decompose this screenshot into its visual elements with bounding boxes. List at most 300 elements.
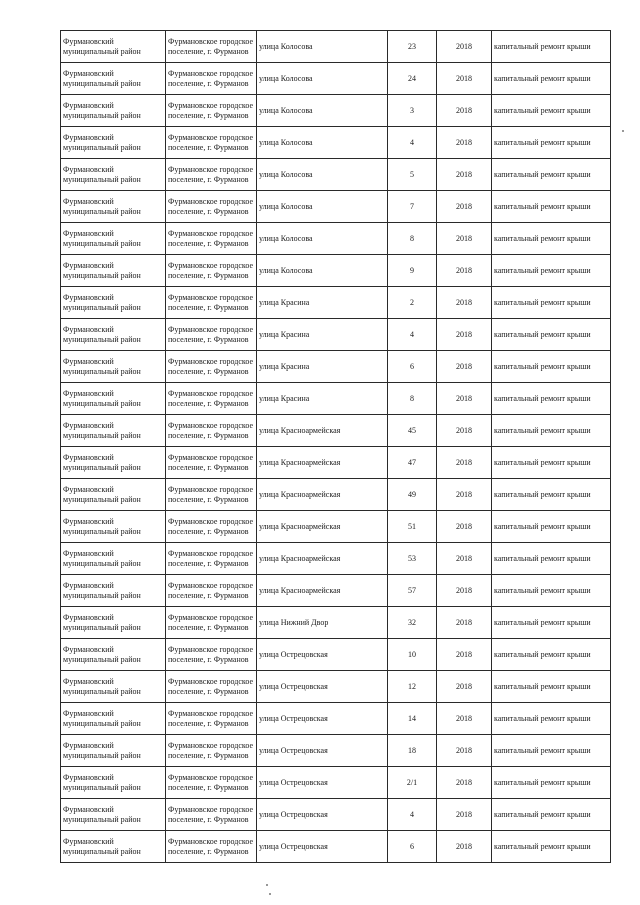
municipality-cell: [61, 671, 166, 703]
settlement-cell-text: Фурмановское городское поселение, г. Фурманов: [168, 452, 254, 472]
street-cell-text: улица Красина: [259, 361, 310, 371]
municipality-cell: [61, 479, 166, 511]
repair-registry-table: [60, 30, 611, 863]
settlement-cell: [166, 607, 257, 639]
year-cell: [437, 575, 492, 607]
settlement-cell-text: Фурмановское городское поселение, г. Фурманов: [168, 132, 254, 152]
year-cell: [437, 799, 492, 831]
work-type-cell-text: капитальный ремонт крыши: [494, 745, 591, 755]
municipality-cell-text: Фурмановский муниципальный район: [63, 580, 141, 600]
municipality-cell: [61, 799, 166, 831]
house-number-cell: [388, 95, 437, 127]
municipality-cell: [61, 383, 166, 415]
municipality-cell: [61, 95, 166, 127]
house-number-cell-text: 7: [410, 201, 414, 211]
work-type-cell: [492, 575, 611, 607]
work-type-cell-text: капитальный ремонт крыши: [494, 361, 591, 371]
municipality-cell: [61, 31, 166, 63]
year-cell-text: 2018: [456, 681, 472, 691]
work-type-cell: [492, 671, 611, 703]
settlement-cell: [166, 415, 257, 447]
municipality-cell: [61, 191, 166, 223]
year-cell: [437, 255, 492, 287]
street-cell: [257, 127, 388, 159]
work-type-cell-text: капитальный ремонт крыши: [494, 73, 591, 83]
settlement-cell: [166, 735, 257, 767]
house-number-cell: [388, 351, 437, 383]
street-cell-text: улица Колосова: [259, 41, 313, 51]
work-type-cell: [492, 479, 611, 511]
street-cell-text: улица Острецовская: [259, 841, 328, 851]
work-type-cell: [492, 383, 611, 415]
work-type-cell-text: капитальный ремонт крыши: [494, 425, 591, 435]
municipality-cell-text: Фурмановский муниципальный район: [63, 484, 141, 504]
work-type-cell-text: капитальный ремонт крыши: [494, 553, 591, 563]
house-number-cell: [388, 319, 437, 351]
year-cell-text: 2018: [456, 105, 472, 115]
house-number-cell-text: 12: [408, 681, 416, 691]
street-cell: [257, 63, 388, 95]
year-cell: [437, 639, 492, 671]
street-cell-text: улица Колосова: [259, 105, 313, 115]
work-type-cell-text: капитальный ремонт крыши: [494, 393, 591, 403]
year-cell-text: 2018: [456, 713, 472, 723]
municipality-cell: [61, 319, 166, 351]
house-number-cell: [388, 191, 437, 223]
settlement-cell: [166, 287, 257, 319]
work-type-cell-text: капитальный ремонт крыши: [494, 105, 591, 115]
year-cell: [437, 543, 492, 575]
work-type-cell-text: капитальный ремонт крыши: [494, 137, 591, 147]
year-cell-text: 2018: [456, 233, 472, 243]
street-cell-text: улица Красноармейская: [259, 585, 341, 595]
work-type-cell-text: капитальный ремонт крыши: [494, 777, 591, 787]
work-type-cell: [492, 735, 611, 767]
scan-artifact: [266, 884, 268, 886]
street-cell: [257, 31, 388, 63]
settlement-cell-text: Фурмановское городское поселение, г. Фурманов: [168, 100, 254, 120]
street-cell: [257, 383, 388, 415]
settlement-cell: [166, 223, 257, 255]
work-type-cell-text: капитальный ремонт крыши: [494, 457, 591, 467]
year-cell-text: 2018: [456, 553, 472, 563]
house-number-cell-text: 23: [408, 41, 416, 51]
year-cell-text: 2018: [456, 457, 472, 467]
street-cell: [257, 95, 388, 127]
table-row: [61, 735, 611, 767]
year-cell-text: 2018: [456, 265, 472, 275]
municipality-cell-text: Фурмановский муниципальный район: [63, 612, 141, 632]
municipality-cell: [61, 447, 166, 479]
house-number-cell-text: 5: [410, 169, 414, 179]
table-row: [61, 127, 611, 159]
settlement-cell: [166, 479, 257, 511]
work-type-cell: [492, 511, 611, 543]
house-number-cell: [388, 127, 437, 159]
street-cell: [257, 351, 388, 383]
settlement-cell: [166, 319, 257, 351]
street-cell: [257, 767, 388, 799]
settlement-cell-text: Фурмановское городское поселение, г. Фурманов: [168, 164, 254, 184]
municipality-cell-text: Фурмановский муниципальный район: [63, 772, 141, 792]
house-number-cell: [388, 479, 437, 511]
municipality-cell-text: Фурмановский муниципальный район: [63, 420, 141, 440]
street-cell-text: улица Красноармейская: [259, 521, 341, 531]
table-row: [61, 543, 611, 575]
work-type-cell-text: капитальный ремонт крыши: [494, 585, 591, 595]
settlement-cell: [166, 639, 257, 671]
work-type-cell-text: капитальный ремонт крыши: [494, 41, 591, 51]
house-number-cell-text: 10: [408, 649, 416, 659]
work-type-cell: [492, 255, 611, 287]
work-type-cell-text: капитальный ремонт крыши: [494, 617, 591, 627]
house-number-cell: [388, 159, 437, 191]
year-cell: [437, 31, 492, 63]
street-cell: [257, 511, 388, 543]
year-cell-text: 2018: [456, 137, 472, 147]
year-cell: [437, 735, 492, 767]
year-cell-text: 2018: [456, 521, 472, 531]
settlement-cell-text: Фурмановское городское поселение, г. Фурманов: [168, 228, 254, 248]
settlement-cell: [166, 159, 257, 191]
house-number-cell: [388, 223, 437, 255]
house-number-cell: [388, 543, 437, 575]
settlement-cell-text: Фурмановское городское поселение, г. Фурманов: [168, 324, 254, 344]
municipality-cell-text: Фурмановский муниципальный район: [63, 164, 141, 184]
house-number-cell: [388, 799, 437, 831]
year-cell: [437, 351, 492, 383]
year-cell: [437, 607, 492, 639]
year-cell: [437, 511, 492, 543]
year-cell: [437, 831, 492, 863]
year-cell: [437, 383, 492, 415]
street-cell: [257, 639, 388, 671]
municipality-cell-text: Фурмановский муниципальный район: [63, 132, 141, 152]
house-number-cell-text: 2/1: [406, 777, 418, 787]
street-cell-text: улица Красноармейская: [259, 425, 341, 435]
table-row: [61, 607, 611, 639]
municipality-cell: [61, 607, 166, 639]
work-type-cell: [492, 287, 611, 319]
work-type-cell: [492, 31, 611, 63]
municipality-cell-text: Фурмановский муниципальный район: [63, 516, 141, 536]
work-type-cell-text: капитальный ремонт крыши: [494, 329, 591, 339]
street-cell-text: улица Колосова: [259, 265, 313, 275]
year-cell: [437, 703, 492, 735]
street-cell: [257, 831, 388, 863]
year-cell: [437, 447, 492, 479]
settlement-cell-text: Фурмановское городское поселение, г. Фурманов: [168, 708, 254, 728]
house-number-cell-text: 32: [408, 617, 416, 627]
year-cell-text: 2018: [456, 73, 472, 83]
year-cell-text: 2018: [456, 425, 472, 435]
scan-artifact: [269, 893, 271, 895]
table-row: [61, 479, 611, 511]
table-row: [61, 415, 611, 447]
year-cell-text: 2018: [456, 329, 472, 339]
municipality-cell-text: Фурмановский муниципальный район: [63, 740, 141, 760]
street-cell-text: улица Острецовская: [259, 681, 328, 691]
work-type-cell-text: капитальный ремонт крыши: [494, 201, 591, 211]
work-type-cell: [492, 127, 611, 159]
street-cell: [257, 319, 388, 351]
municipality-cell: [61, 639, 166, 671]
house-number-cell: [388, 831, 437, 863]
house-number-cell: [388, 31, 437, 63]
year-cell-text: 2018: [456, 41, 472, 51]
year-cell-text: 2018: [456, 617, 472, 627]
street-cell: [257, 223, 388, 255]
table-row: [61, 671, 611, 703]
municipality-cell: [61, 287, 166, 319]
settlement-cell: [166, 63, 257, 95]
street-cell-text: улица Красина: [259, 393, 310, 403]
settlement-cell: [166, 351, 257, 383]
table-row: [61, 31, 611, 63]
year-cell-text: 2018: [456, 841, 472, 851]
municipality-cell: [61, 735, 166, 767]
document-page: [60, 30, 596, 863]
settlement-cell: [166, 543, 257, 575]
street-cell-text: улица Острецовская: [259, 745, 328, 755]
municipality-cell-text: Фурмановский муниципальный район: [63, 324, 141, 344]
work-type-cell: [492, 703, 611, 735]
year-cell: [437, 191, 492, 223]
work-type-cell-text: капитальный ремонт крыши: [494, 649, 591, 659]
year-cell: [437, 671, 492, 703]
table-row: [61, 575, 611, 607]
work-type-cell: [492, 831, 611, 863]
year-cell-text: 2018: [456, 585, 472, 595]
settlement-cell-text: Фурмановское городское поселение, г. Фурманов: [168, 292, 254, 312]
street-cell: [257, 799, 388, 831]
street-cell-text: улица Колосова: [259, 233, 313, 243]
year-cell: [437, 287, 492, 319]
settlement-cell-text: Фурмановское городское поселение, г. Фурманов: [168, 740, 254, 760]
house-number-cell: [388, 415, 437, 447]
table-row: [61, 799, 611, 831]
house-number-cell-text: 6: [410, 361, 414, 371]
house-number-cell-text: 4: [410, 329, 414, 339]
settlement-cell: [166, 255, 257, 287]
house-number-cell: [388, 287, 437, 319]
settlement-cell-text: Фурмановское городское поселение, г. Фурманов: [168, 804, 254, 824]
house-number-cell-text: 18: [408, 745, 416, 755]
house-number-cell-text: 51: [408, 521, 416, 531]
year-cell-text: 2018: [456, 649, 472, 659]
house-number-cell-text: 53: [408, 553, 416, 563]
municipality-cell-text: Фурмановский муниципальный район: [63, 36, 141, 56]
work-type-cell: [492, 607, 611, 639]
work-type-cell: [492, 447, 611, 479]
work-type-cell: [492, 95, 611, 127]
table-row: [61, 159, 611, 191]
municipality-cell-text: Фурмановский муниципальный район: [63, 100, 141, 120]
house-number-cell-text: 6: [410, 841, 414, 851]
house-number-cell: [388, 607, 437, 639]
street-cell: [257, 479, 388, 511]
house-number-cell-text: 49: [408, 489, 416, 499]
year-cell-text: 2018: [456, 489, 472, 499]
settlement-cell-text: Фурмановское городское поселение, г. Фурманов: [168, 836, 254, 856]
settlement-cell-text: Фурмановское городское поселение, г. Фурманов: [168, 772, 254, 792]
street-cell-text: улица Красноармейская: [259, 457, 341, 467]
work-type-cell-text: капитальный ремонт крыши: [494, 169, 591, 179]
settlement-cell-text: Фурмановское городское поселение, г. Фурманов: [168, 612, 254, 632]
work-type-cell: [492, 351, 611, 383]
settlement-cell: [166, 575, 257, 607]
street-cell: [257, 671, 388, 703]
table-row: [61, 351, 611, 383]
street-cell: [257, 447, 388, 479]
year-cell: [437, 319, 492, 351]
house-number-cell: [388, 575, 437, 607]
municipality-cell-text: Фурмановский муниципальный район: [63, 676, 141, 696]
work-type-cell: [492, 799, 611, 831]
table-row: [61, 447, 611, 479]
municipality-cell-text: Фурмановский муниципальный район: [63, 452, 141, 472]
year-cell-text: 2018: [456, 169, 472, 179]
settlement-cell: [166, 671, 257, 703]
house-number-cell-text: 8: [410, 233, 414, 243]
settlement-cell: [166, 191, 257, 223]
settlement-cell-text: Фурмановское городское поселение, г. Фурманов: [168, 260, 254, 280]
year-cell: [437, 479, 492, 511]
house-number-cell: [388, 767, 437, 799]
municipality-cell-text: Фурмановский муниципальный район: [63, 260, 141, 280]
street-cell-text: улица Красноармейская: [259, 553, 341, 563]
table-row: [61, 95, 611, 127]
house-number-cell-text: 57: [408, 585, 416, 595]
work-type-cell-text: капитальный ремонт крыши: [494, 265, 591, 275]
street-cell: [257, 543, 388, 575]
table-row: [61, 223, 611, 255]
year-cell: [437, 127, 492, 159]
street-cell-text: улица Острецовская: [259, 713, 328, 723]
year-cell: [437, 95, 492, 127]
work-type-cell-text: капитальный ремонт крыши: [494, 297, 591, 307]
municipality-cell: [61, 543, 166, 575]
year-cell: [437, 159, 492, 191]
street-cell-text: улица Колосова: [259, 201, 313, 211]
year-cell: [437, 223, 492, 255]
street-cell: [257, 191, 388, 223]
municipality-cell: [61, 159, 166, 191]
street-cell-text: улица Красноармейская: [259, 489, 341, 499]
settlement-cell-text: Фурмановское городское поселение, г. Фурманов: [168, 356, 254, 376]
settlement-cell: [166, 447, 257, 479]
year-cell-text: 2018: [456, 393, 472, 403]
house-number-cell-text: 24: [408, 73, 416, 83]
house-number-cell-text: 3: [410, 105, 414, 115]
house-number-cell: [388, 255, 437, 287]
street-cell-text: улица Колосова: [259, 73, 313, 83]
work-type-cell: [492, 191, 611, 223]
year-cell-text: 2018: [456, 361, 472, 371]
house-number-cell: [388, 447, 437, 479]
settlement-cell-text: Фурмановское городское поселение, г. Фурманов: [168, 516, 254, 536]
work-type-cell-text: капитальный ремонт крыши: [494, 809, 591, 819]
municipality-cell-text: Фурмановский муниципальный район: [63, 196, 141, 216]
municipality-cell-text: Фурмановский муниципальный район: [63, 292, 141, 312]
street-cell-text: улица Колосова: [259, 137, 313, 147]
table-row: [61, 287, 611, 319]
settlement-cell-text: Фурмановское городское поселение, г. Фурманов: [168, 548, 254, 568]
municipality-cell: [61, 255, 166, 287]
settlement-cell: [166, 95, 257, 127]
street-cell: [257, 703, 388, 735]
settlement-cell: [166, 127, 257, 159]
street-cell: [257, 575, 388, 607]
work-type-cell: [492, 415, 611, 447]
street-cell: [257, 287, 388, 319]
municipality-cell: [61, 767, 166, 799]
table-body: [61, 31, 611, 863]
work-type-cell-text: капитальный ремонт крыши: [494, 681, 591, 691]
municipality-cell: [61, 575, 166, 607]
table-row: [61, 831, 611, 863]
municipality-cell: [61, 351, 166, 383]
municipality-cell: [61, 223, 166, 255]
street-cell-text: улица Красина: [259, 329, 310, 339]
municipality-cell: [61, 127, 166, 159]
table-row: [61, 383, 611, 415]
year-cell-text: 2018: [456, 297, 472, 307]
street-cell-text: улица Колосова: [259, 169, 313, 179]
work-type-cell-text: капитальный ремонт крыши: [494, 841, 591, 851]
work-type-cell-text: капитальный ремонт крыши: [494, 233, 591, 243]
municipality-cell-text: Фурмановский муниципальный район: [63, 644, 141, 664]
street-cell: [257, 255, 388, 287]
work-type-cell-text: капитальный ремонт крыши: [494, 713, 591, 723]
work-type-cell: [492, 639, 611, 671]
work-type-cell: [492, 159, 611, 191]
settlement-cell-text: Фурмановское городское поселение, г. Фурманов: [168, 388, 254, 408]
house-number-cell: [388, 735, 437, 767]
street-cell: [257, 735, 388, 767]
street-cell-text: улица Острецовская: [259, 809, 328, 819]
work-type-cell: [492, 543, 611, 575]
house-number-cell-text: 9: [410, 265, 414, 275]
house-number-cell-text: 2: [410, 297, 414, 307]
work-type-cell-text: капитальный ремонт крыши: [494, 521, 591, 531]
settlement-cell: [166, 703, 257, 735]
municipality-cell-text: Фурмановский муниципальный район: [63, 836, 141, 856]
municipality-cell-text: Фурмановский муниципальный район: [63, 708, 141, 728]
settlement-cell-text: Фурмановское городское поселение, г. Фурманов: [168, 196, 254, 216]
settlement-cell-text: Фурмановское городское поселение, г. Фурманов: [168, 68, 254, 88]
house-number-cell: [388, 703, 437, 735]
work-type-cell: [492, 63, 611, 95]
house-number-cell: [388, 639, 437, 671]
settlement-cell-text: Фурмановское городское поселение, г. Фурманов: [168, 676, 254, 696]
scan-artifact: [622, 130, 624, 132]
settlement-cell-text: Фурмановское городское поселение, г. Фурманов: [168, 580, 254, 600]
table-row: [61, 703, 611, 735]
year-cell: [437, 767, 492, 799]
table-row: [61, 319, 611, 351]
municipality-cell: [61, 415, 166, 447]
house-number-cell: [388, 63, 437, 95]
street-cell-text: улица Острецовская: [259, 649, 328, 659]
street-cell: [257, 607, 388, 639]
settlement-cell-text: Фурмановское городское поселение, г. Фурманов: [168, 36, 254, 56]
municipality-cell: [61, 703, 166, 735]
year-cell: [437, 415, 492, 447]
street-cell: [257, 159, 388, 191]
table-row: [61, 191, 611, 223]
municipality-cell: [61, 63, 166, 95]
